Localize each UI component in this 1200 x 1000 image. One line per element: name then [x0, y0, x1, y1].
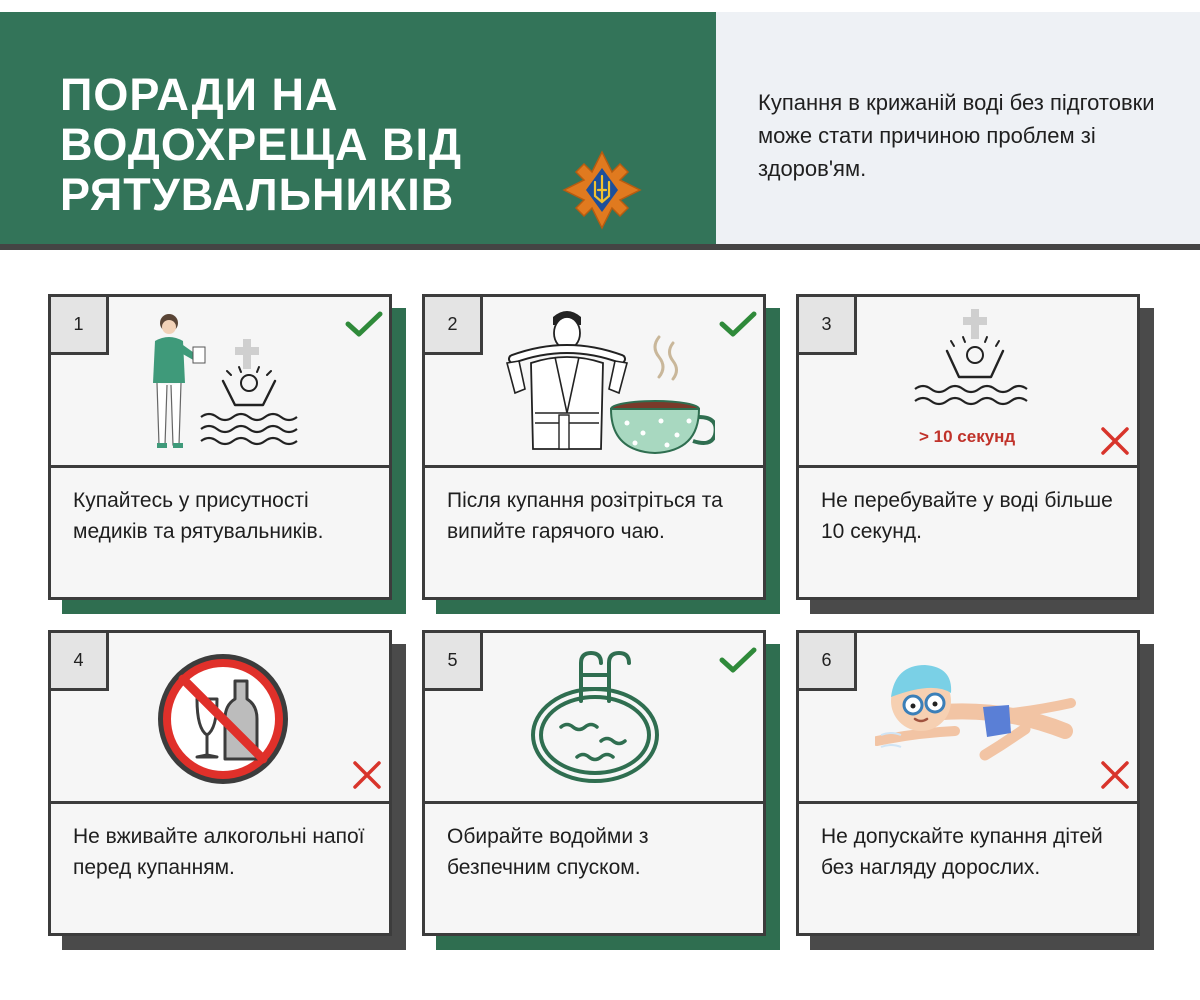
card-number: 2	[425, 297, 483, 355]
title-line-1: ПОРАДИ НА	[60, 69, 339, 120]
child-swimmer-icon	[875, 653, 1085, 783]
card-illustration-area	[425, 297, 763, 465]
card-number: 5	[425, 633, 483, 691]
cross-icon	[1099, 425, 1131, 457]
page-title	[60, 70, 580, 220]
swimmer-in-water-icon	[907, 305, 1047, 425]
card-divider	[51, 801, 389, 804]
dsns-emblem-icon	[562, 150, 642, 230]
tip-card-1	[48, 294, 406, 614]
title-line-2: ВОДОХРЕЩА ВІД	[60, 119, 463, 170]
header-divider	[0, 244, 1200, 250]
medic-and-swimmer-icon	[137, 305, 317, 455]
check-icon	[719, 311, 757, 337]
card-body	[48, 630, 392, 936]
card-body	[796, 630, 1140, 936]
card-body	[796, 294, 1140, 600]
card-divider	[425, 465, 763, 468]
header	[0, 0, 1200, 250]
cross-icon	[351, 759, 383, 791]
duration-badge: > 10 секунд	[919, 427, 1016, 446]
card-illustration-area	[799, 297, 1137, 465]
card-text: Після купання розітріться та випийте гарячого чаю.	[447, 489, 723, 543]
card-text: Не допускайте купання дітей без нагляду дорослих.	[821, 825, 1103, 879]
card-text: Купайтесь у присутності медиків та рятувальників.	[73, 489, 324, 543]
card-body	[422, 294, 766, 600]
card-divider	[51, 465, 389, 468]
card-number: 1	[51, 297, 109, 355]
card-divider	[425, 801, 763, 804]
title-line-3: РЯТУВАЛЬНИКІВ	[60, 169, 455, 220]
tip-card-2	[422, 294, 780, 614]
card-number: 4	[51, 633, 109, 691]
card-body	[48, 294, 392, 600]
card-divider	[799, 465, 1137, 468]
card-text: Не перебувайте у воді більше 10 секунд.	[821, 489, 1113, 543]
tip-card-3	[796, 294, 1154, 614]
card-divider	[799, 801, 1137, 804]
card-number: 3	[799, 297, 857, 355]
header-subtitle: Купання в крижаній воді без підготовки може стати причиною проблем зі здоров'ям.	[758, 90, 1155, 181]
check-icon	[719, 647, 757, 673]
tip-card-5	[422, 630, 780, 950]
tip-card-6	[796, 630, 1154, 950]
no-alcohol-icon	[151, 647, 295, 791]
pool-ladder-icon	[525, 645, 665, 785]
cross-icon	[1099, 759, 1131, 791]
card-illustration-area	[425, 633, 763, 801]
tip-card-4	[48, 630, 406, 950]
card-text: Не вживайте алкогольні напої перед купанням.	[73, 825, 365, 879]
card-illustration-area	[51, 297, 389, 465]
card-illustration-area	[51, 633, 389, 801]
card-illustration-area	[799, 633, 1137, 801]
man-towel-and-tea-icon	[495, 303, 715, 461]
card-number: 6	[799, 633, 857, 691]
card-body	[422, 630, 766, 936]
check-icon	[345, 311, 383, 337]
card-text: Обирайте водойми з безпечним спуском.	[447, 825, 649, 879]
